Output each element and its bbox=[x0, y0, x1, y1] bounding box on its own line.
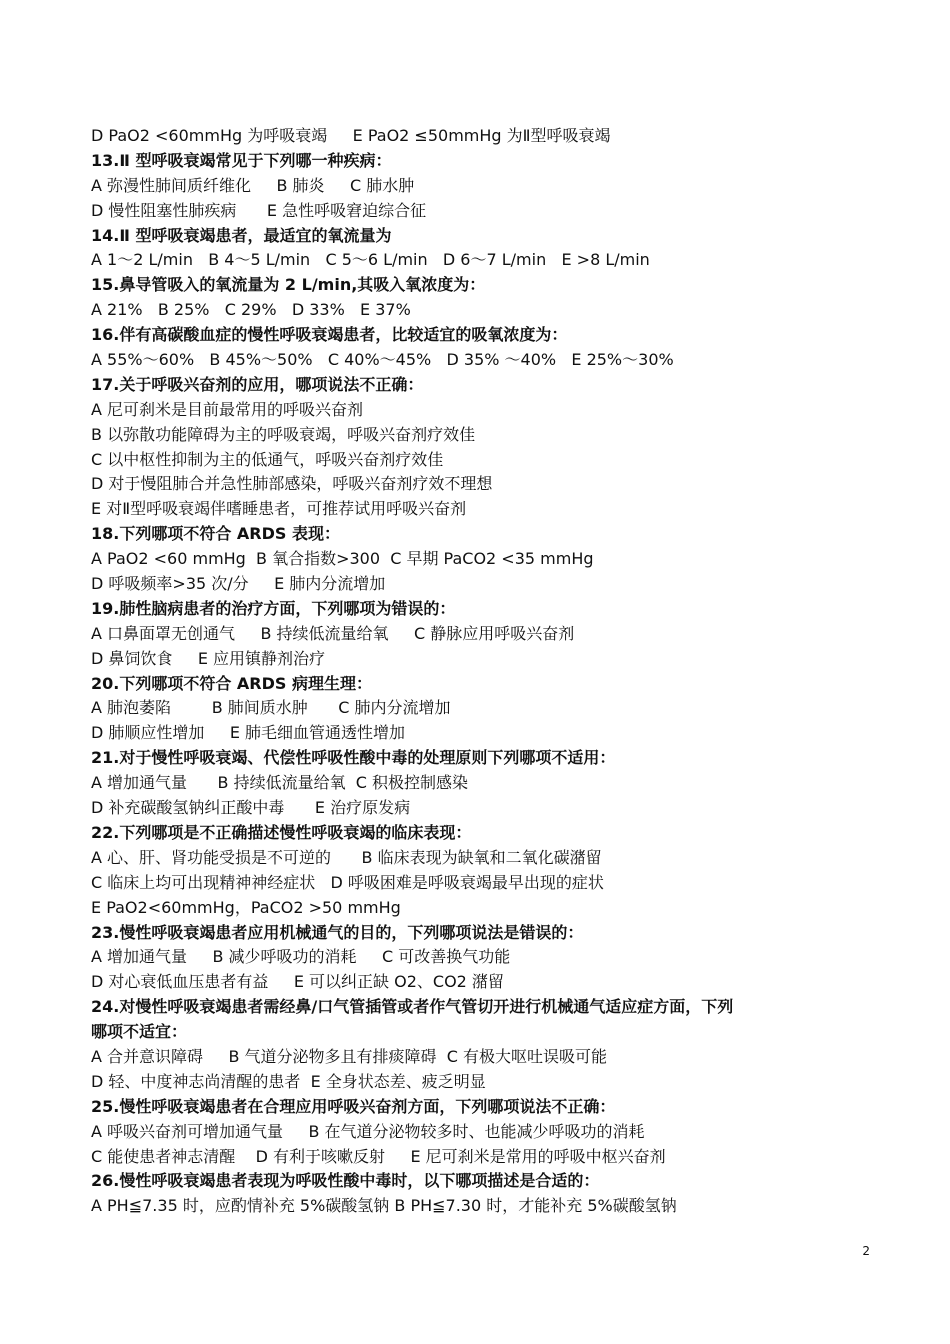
answer-options: D 呼吸频率>35 次/分 E 肺内分流增加 bbox=[91, 574, 386, 594]
answer-options: D 对于慢阻肺合并急性肺部感染，呼吸兴奋剂疗效不理想 bbox=[91, 474, 493, 494]
answer-options: C 临床上均可出现精神神经症状 D 呼吸困难是呼吸衰竭最早出现的症状 bbox=[91, 872, 604, 892]
question-stem: 18.下列哪项不符合 ARDS 表现： bbox=[91, 524, 340, 544]
answer-options: A 21% B 25% C 29% D 33% E 37% bbox=[91, 300, 411, 320]
question-stem: 14.Ⅱ 型呼吸衰竭患者，最适宜的氧流量为 bbox=[91, 225, 392, 245]
question-stem: 23.慢性呼吸衰竭患者应用机械通气的目的，下列哪项说法是错误的： bbox=[91, 922, 584, 942]
answer-options: B 以弥散功能障碍为主的呼吸衰竭，呼吸兴奋剂疗效佳 bbox=[91, 424, 476, 444]
answer-options: A 呼吸兴奋剂可增加通气量 B 在气道分泌物较多时、也能减少呼吸功的消耗 bbox=[91, 1121, 645, 1141]
answer-options: D 肺顺应性增加 E 肺毛细血管通透性增加 bbox=[91, 723, 406, 743]
document-body bbox=[91, 124, 871, 1219]
page-number: 2 bbox=[862, 1244, 870, 1258]
answer-options: A PaO2 <60 mmHg B 氧合指数>300 C 早期 PaCO2 <35 mmHg bbox=[91, 549, 594, 569]
answer-options: A 心、肝、肾功能受损是不可逆的 B 临床表现为缺氧和二氧化碳潴留 bbox=[91, 847, 602, 867]
answer-options: A 增加通气量 B 减少呼吸功的消耗 C 可改善换气功能 bbox=[91, 947, 511, 967]
question-stem: 26.慢性呼吸衰竭患者表现为呼吸性酸中毒时，以下哪项描述是合适的： bbox=[91, 1171, 600, 1191]
answer-options: A 尼可刹米是目前最常用的呼吸兴奋剂 bbox=[91, 399, 364, 419]
answer-options: D 慢性阻塞性肺疾病 E 急性呼吸窘迫综合征 bbox=[91, 200, 427, 220]
question-stem: 19.肺性脑病患者的治疗方面，下列哪项为错误的： bbox=[91, 598, 456, 618]
question-stem: 17.关于呼吸兴奋剂的应用，哪项说法不正确： bbox=[91, 374, 424, 394]
question-stem: 22.下列哪项是不正确描述慢性呼吸衰竭的临床表现： bbox=[91, 822, 472, 842]
answer-options: D PaO2 <60mmHg 为呼吸衰竭 E PaO2 ≤50mmHg 为Ⅱ型呼吸衰竭 bbox=[91, 126, 611, 145]
question-stem: 13.Ⅱ 型呼吸衰竭常见于下列哪一种疾病： bbox=[91, 150, 392, 170]
answer-options: D 鼻饲饮食 E 应用镇静剂治疗 bbox=[91, 648, 326, 668]
answer-options: A 弥漫性肺间质纤维化 B 肺炎 C 肺水肿 bbox=[91, 175, 415, 195]
answer-options: E PaO2<60mmHg，PaCO2 >50 mmHg bbox=[91, 897, 401, 917]
question-stem: 21.对于慢性呼吸衰竭、代偿性呼吸性酸中毒的处理原则下列哪项不适用： bbox=[91, 748, 616, 768]
answer-options: A 55%～60% B 45%～50% C 40%～45% D 35% ～40% E 25%～30% bbox=[91, 350, 674, 370]
answer-options: A 合并意识障碍 B 气道分泌物多且有排痰障碍 C 有极大呕吐误吸可能 bbox=[91, 1046, 607, 1066]
answer-options: C 能使患者神志清醒 D 有利于咳嗽反射 E 尼可刹米是常用的呼吸中枢兴奋剂 bbox=[91, 1146, 666, 1166]
question-stem: 15.鼻导管吸入的氧流量为 2 L/min,其吸入氧浓度为： bbox=[91, 275, 486, 295]
question-stem: 20.下列哪项不符合 ARDS 病理生理： bbox=[91, 673, 372, 693]
question-stem: 哪项不适宜： bbox=[91, 1022, 188, 1042]
answer-options: A 1～2 L/min B 4～5 L/min C 5～6 L/min D 6～7 L/min E >8 L/min bbox=[91, 250, 650, 270]
answer-options: E 对Ⅱ型呼吸衰竭伴嗜睡患者，可推荐试用呼吸兴奋剂 bbox=[91, 499, 467, 519]
answer-options: D 轻、中度神志尚清醒的患者 E 全身状态差、疲乏明显 bbox=[91, 1071, 486, 1091]
answer-options: C 以中枢性抑制为主的低通气，呼吸兴奋剂疗效佳 bbox=[91, 449, 444, 469]
question-stem: 24.对慢性呼吸衰竭患者需经鼻/口气管插管或者作气管切开进行机械通气适应症方面，下列 bbox=[91, 997, 734, 1017]
question-stem: 25.慢性呼吸衰竭患者在合理应用呼吸兴奋剂方面，下列哪项说法不正确： bbox=[91, 1096, 616, 1116]
answer-options: A PH≦7.35 时，应酌情补充 5%碳酸氢钠 B PH≦7.30 时，才能补充 5%碳酸氢钠 bbox=[91, 1196, 677, 1216]
answer-options: A 口鼻面罩无创通气 B 持续低流量给氧 C 静脉应用呼吸兴奋剂 bbox=[91, 623, 575, 643]
answer-options: A 肺泡萎陷 B 肺间质水肿 C 肺内分流增加 bbox=[91, 698, 451, 718]
answer-options: D 补充碳酸氢钠纠正酸中毒 E 治疗原发病 bbox=[91, 798, 411, 818]
answer-options: D 对心衰低血压患者有益 E 可以纠正缺 O2、CO2 潴留 bbox=[91, 972, 504, 992]
question-stem: 16.伴有高碳酸血症的慢性呼吸衰竭患者，比较适宜的吸氧浓度为： bbox=[91, 325, 568, 345]
answer-options: A 增加通气量 B 持续低流量给氧 C 积极控制感染 bbox=[91, 773, 469, 793]
